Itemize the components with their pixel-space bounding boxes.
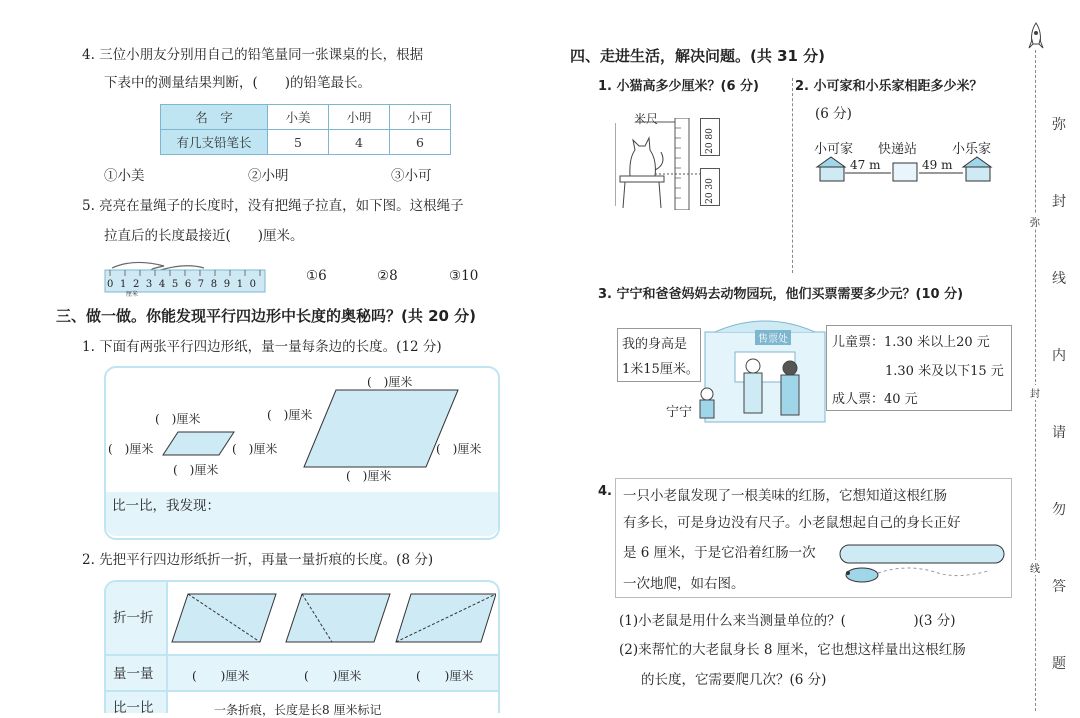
ruler-bottom-label: 20 30: [704, 178, 715, 204]
margin-char-3: 线: [1052, 271, 1066, 287]
seal-small-3: 线: [1030, 560, 1040, 575]
measure-blank-3[interactable]: ( )厘米: [416, 669, 474, 683]
margin-char-4: 内: [1052, 348, 1066, 364]
price-child-below: 1.30 米及以下15 元: [885, 364, 1004, 379]
margin-char-8: 题: [1052, 656, 1066, 672]
fold-parallelograms-icon: [166, 582, 496, 654]
q5-line1: 5. 亮亮在量绳子的长度时，没有把绳子拉直，如下图。这根绳子: [82, 198, 464, 214]
q4-story-line3: 是 6 厘米，于是它沿着红肠一次: [623, 545, 816, 561]
s4-q4-num: 4.: [598, 484, 612, 499]
place-xiaoke: 小可家: [814, 142, 854, 157]
distance-49: 49 m: [922, 158, 953, 172]
table-header-cell: 小可: [390, 105, 451, 130]
column-divider: [792, 78, 793, 273]
s3-q1: 1. 下面有两张平行四边形纸，量一量每条边的长度。(12 分): [82, 339, 442, 355]
sub-question-2-line1: (2)来帮忙的大老鼠身长 8 厘米，它也想这样量出这根红肠: [619, 642, 966, 658]
price-adult: 成人票：40 元: [832, 392, 918, 407]
table-header-name: 名 字: [161, 105, 268, 130]
blank-bottom-large[interactable]: ( )厘米: [346, 469, 392, 483]
rocket-icon: [1028, 22, 1044, 52]
q4-option-2[interactable]: ②小明: [248, 168, 289, 184]
q4-option-3[interactable]: ③小可: [391, 168, 432, 184]
table-row-label: 有几支铅笔长: [161, 130, 268, 155]
table-cell: 5: [268, 130, 329, 155]
seal-small-2: 封: [1030, 385, 1040, 400]
margin-char-6: 勿: [1052, 502, 1066, 518]
meter-label: 米尺: [634, 112, 659, 126]
ruler-unit: 厘米: [126, 291, 139, 298]
seal-small-1: 弥: [1030, 214, 1040, 229]
margin-char-7: 答: [1052, 579, 1066, 595]
fold-panel: [104, 580, 500, 713]
blank-left-large[interactable]: ( )厘米: [267, 408, 313, 422]
sausage-mouse-icon: [838, 543, 1006, 587]
fold-label: 折一折: [113, 610, 154, 626]
q4-line1: 4. 三位小朋友分别用自己的铅笔量同一张课桌的长，根据: [82, 47, 424, 63]
s4-q3: 3. 宁宁和爸爸妈妈去动物园玩，他们买票需要多少元？(10 分): [598, 287, 964, 302]
margin-char-1: 弥: [1052, 117, 1066, 133]
s3-q2: 2. 先把平行四边形纸折一折，再量一量折痕的长度。(8 分): [82, 552, 434, 568]
q4-story-line1: 一只小老鼠发现了一根美味的红肠，它想知道这根红肠: [623, 488, 947, 504]
bottom-row-text: 一条折痕，长度是长8 厘米标记: [214, 703, 382, 717]
speech-line1: 我的身高是: [622, 337, 688, 352]
table-header-cell: 小明: [329, 105, 390, 130]
child-name: 宁宁: [666, 405, 693, 420]
measure-label: 量一量: [113, 666, 154, 682]
table-header-cell: 小美: [268, 105, 329, 130]
s4-q2-line2: (6 分): [815, 106, 852, 122]
speech-line2: 1米15厘米。: [622, 362, 699, 377]
blank-top-large[interactable]: ( )厘米: [367, 375, 413, 389]
blank-bottom-small[interactable]: ( )厘米: [173, 463, 219, 477]
ticket-booth-illustration: [695, 312, 830, 424]
q4-story-line4: 一次地爬，如右图。: [623, 576, 745, 592]
q4-line2: 下表中的测量结果判断，( )的铅笔最长。: [104, 75, 372, 91]
place-xiaole: 小乐家: [952, 142, 992, 157]
blank-top-small[interactable]: ( )厘米: [155, 412, 201, 426]
pencil-table: [160, 104, 451, 155]
blank-right-large[interactable]: ( )厘米: [436, 442, 482, 456]
parallelograms-icon: [106, 368, 498, 493]
section4-title: 四、走进生活，解决问题。(共 31 分): [570, 47, 826, 65]
section3-title: 三、做一做。你能发现平行四边形中长度的奥秘吗？(共 20 分): [56, 307, 477, 325]
sub-question-1[interactable]: (1)小老鼠是用什么来当测量单位的？( )(3 分): [619, 613, 956, 629]
ruler-top-label: 20 80: [704, 128, 715, 154]
margin-char-5: 请: [1052, 425, 1066, 441]
q5-option-3[interactable]: ③10: [449, 268, 479, 284]
q5-option-2[interactable]: ②8: [377, 268, 398, 284]
measure-blank-1[interactable]: ( )厘米: [192, 669, 250, 683]
margin-char-2: 封: [1052, 194, 1066, 210]
s4-q1: 1. 小猫高多少厘米？(6 分): [598, 79, 759, 94]
q5-line2: 拉直后的长度最接近( )厘米。: [104, 228, 304, 244]
blank-right-small[interactable]: ( )厘米: [232, 442, 278, 456]
ruler-labels: 012345678910: [107, 279, 263, 290]
q4-option-1[interactable]: ①小美: [104, 168, 145, 184]
distance-47: 47 m: [850, 158, 881, 172]
table-cell: 4: [329, 130, 390, 155]
bottom-row-label: 比一比: [113, 700, 154, 716]
q5-option-1[interactable]: ①6: [306, 268, 327, 284]
compare-label[interactable]: 比一比，我发现：: [112, 498, 220, 514]
blank-left-small[interactable]: ( )厘米: [108, 442, 154, 456]
s4-q2-line1: 2. 小可家和小乐家相距多少米？: [795, 79, 983, 94]
seal-line: [1035, 50, 1036, 711]
measure-blank-2[interactable]: ( )厘米: [304, 669, 362, 683]
place-express: 快递站: [878, 142, 918, 157]
ticket-sign: 售票处: [755, 330, 791, 345]
houses-icon: [815, 155, 997, 185]
q4-story-line2: 有多长，可是身边没有尺子。小老鼠想起自己的身长正好: [623, 515, 961, 531]
table-cell: 6: [390, 130, 451, 155]
sub-question-2-line2: 的长度，它需要爬几次？(6 分): [641, 672, 827, 688]
price-child-above: 儿童票：1.30 米以上20 元: [832, 335, 990, 350]
